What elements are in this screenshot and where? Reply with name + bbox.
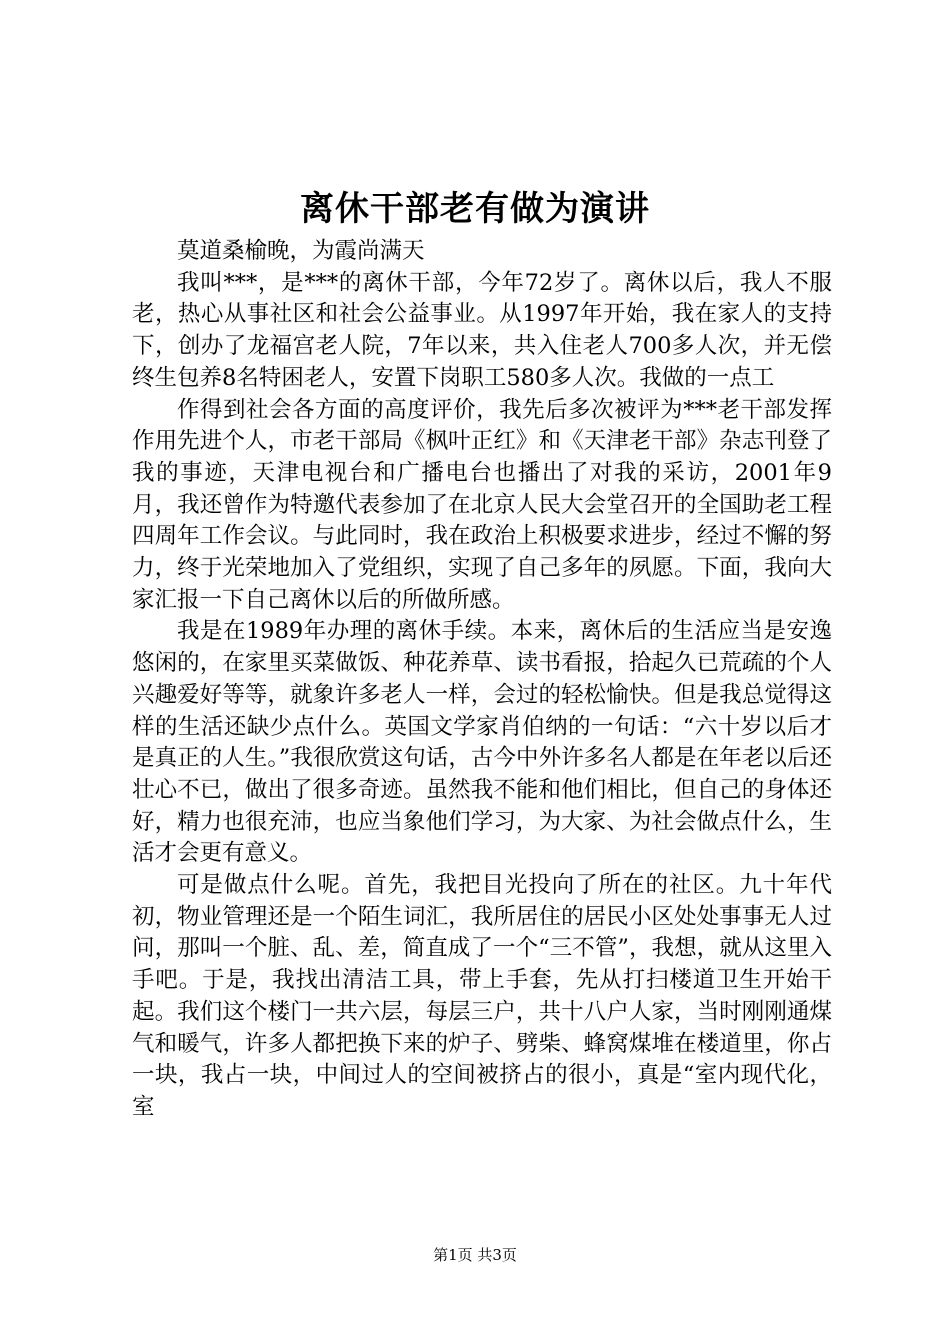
paragraph: 我叫***，是***的离休干部，今年72岁了。离休以后，我人不服老，热心从事社区和社会公益事业。从1997年开始，我在家人的支持下，创办了龙福宫老人院，7年以来，共入住老人700多人次，并无偿终生包养8名特困老人，安置下岗职工580多人次。我做的一点工 [132, 269, 832, 391]
document-body [132, 236, 832, 1124]
paragraph: 作得到社会各方面的高度评价，我先后多次被评为***老干部发挥作用先进个人，市老干部局《枫叶正红》和《天津老干部》杂志刊登了我的事迹，天津电视台和广播电台也播出了对我的采访，2001年9月，我还曾作为特邀代表参加了在北京人民大会堂召开的全国助老工程四周年工作会议。与此同时，我在政治上积极要求进步，经过不懈的努力，终于光荣地加入了党组织，实现了自己多年的夙愿。下面，我向大家汇报一下自己离休以后的所做所感。 [132, 396, 832, 613]
paragraph: 可是做点什么呢。首先，我把目光投向了所在的社区。九十年代初，物业管理还是一个陌生词汇，我所居住的居民小区处处事事无人过问，那叫一个脏、乱、差，简直成了一个“三不管”，我想，就从这里入手吧。于是，我找出清洁工具，带上手套，先从打扫楼道卫生开始干起。我们这个楼门一共六层，每层三户，共十八户人家，当时刚刚通煤气和暖气，许多人都把换下来的炉子、劈柴、蜂窝煤堆在楼道里，你占一块，我占一块，中间过人的空间被挤占的很小，真是“室内现代化，室 [132, 872, 832, 1120]
document-title: 离休干部老有做为演讲 [300, 189, 650, 229]
paragraph: 我是在1989年办理的离休手续。本来，离休后的生活应当是安逸悠闲的，在家里买菜做饭、种花养草、读书看报，拾起久已荒疏的个人兴趣爱好等等，就象许多老人一样，会过的轻松愉快。但是我总觉得这样的生活还缺少点什么。英国文学家肖伯纳的一句话：“六十岁以后才是真正的人生。”我很欣赏这句话，古今中外许多名人都是在年老以后还壮心不已，做出了很多奇迹。虽然我不能和他们相比，但自己的身体还好，精力也很充沛，也应当象他们学习，为大家、为社会做点什么，生活才会更有意义。 [132, 618, 832, 867]
paragraph-subtitle: 莫道桑榆晚，为霞尚满天 [177, 238, 425, 264]
page-number-footer: 第1页 共3页 [433, 1246, 517, 1264]
